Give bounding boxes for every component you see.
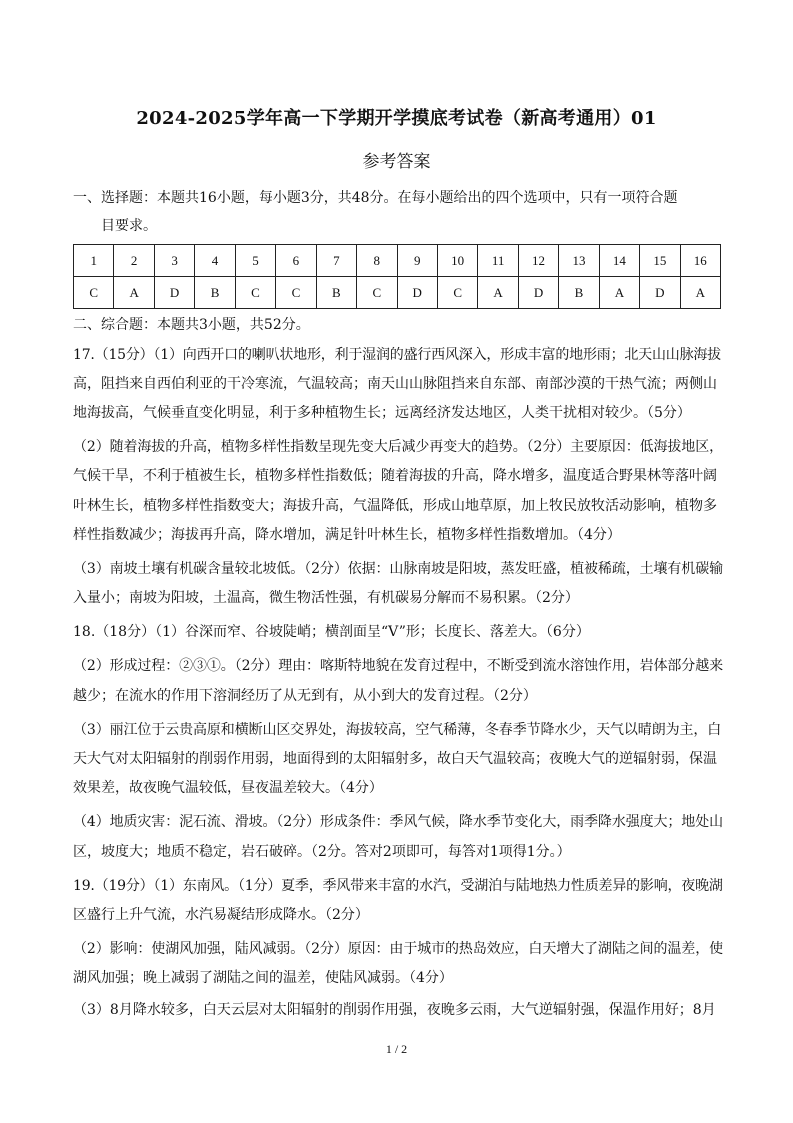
answer-cell: C — [437, 277, 477, 309]
question-number-cell: 12 — [518, 245, 558, 277]
question-number-cell: 14 — [599, 245, 639, 277]
q19-line: 19.（19分）（1）东南风。（1分）夏季，季风带来丰富的水汽，受湖泊与陆地热力性质差异的影响，夜晚湖 — [73, 878, 723, 894]
answer-cell: C — [357, 277, 397, 309]
q19-line: （3）8月降水较多，白天云层对太阳辐射的削弱作用强，夜晚多云雨，大气逆辐射强，保温作用好；8月 — [73, 1002, 716, 1018]
question-number-cell: 16 — [680, 245, 720, 277]
answer-cell: D — [640, 277, 680, 309]
answer-cell: B — [559, 277, 599, 309]
answer-cell: C — [74, 277, 114, 309]
q17-line: 叶林生长，植物多样性指数变大；海拔升高，气温降低，形成山地草原，加上牧民放牧活动影响，植物多 — [73, 498, 717, 514]
question-number-cell: 3 — [154, 245, 194, 277]
answer-cell: D — [397, 277, 437, 309]
q17-line: 高，阻挡来自西伯利亚的干冷寒流，气温较高；南天山山脉阻挡来自东部、南部沙漠的干热气流；两侧山 — [73, 376, 717, 392]
q18-line: （2）形成过程：②③①。（2分）理由：喀斯特地貌在发育过程中，不断受到流水溶蚀作用，岩体部分越来 — [73, 658, 724, 674]
question-number-cell: 11 — [478, 245, 518, 277]
q18-line: 天大气对太阳辐射的削弱作用弱，地面得到的太阳辐射多，故白天气温较高；夜晚大气的逆辐射弱，保温 — [73, 751, 717, 767]
q17-line: （2）随着海拔的升高，植物多样性指数呈现先变大后减少再变大的趋势。（2分）主要原因：低海拔地区， — [73, 439, 724, 455]
answer-cell: B — [316, 277, 356, 309]
answer-cell: D — [518, 277, 558, 309]
question-number-cell: 9 — [397, 245, 437, 277]
answer-cell: C — [276, 277, 316, 309]
answer-cell: A — [114, 277, 154, 309]
q17-line: 样性指数减少；海拔再升高，降水增加，满足针叶林生长，植物多样性指数增加。（4分） — [73, 527, 621, 543]
q17-line: 气候干旱，不利于植被生长，植物多样性指数低；随着海拔的升高，降水增多，温度适合野果林等落叶阔 — [73, 468, 717, 484]
section2-heading: 二、综合题：本题共3小题，共52分。 — [73, 317, 310, 333]
q18-line: （4）地质灾害：泥石流、滑坡。（2分）形成条件：季风气候，降水季节变化大，雨季降水强度大；地处山 — [73, 814, 724, 830]
q19-line: （2）影响：使湖风加强，陆风减弱。（2分）原因：由于城市的热岛效应，白天增大了湖陆之间的温差，使 — [73, 941, 724, 957]
q18-line: 效果差，故夜晚气温较低，昼夜温差较大。（4分） — [73, 780, 383, 796]
answer-cell: A — [599, 277, 639, 309]
q17-line: 17.（15分）（1）向西开口的喇叭状地形，利于湿润的盛行西风深入，形成丰富的地形雨；北天山山脉海拔 — [73, 347, 721, 363]
q18-line: 18.（18分）（1）谷深而窄、谷坡陡峭；横剖面呈“V”形；长度长、落差大。（6分） — [73, 624, 590, 640]
answer-cell: B — [195, 277, 235, 309]
page-title: 2024-2025学年高一下学期开学摸底考试卷（新高考通用）01 — [136, 108, 657, 129]
question-number-cell: 1 — [74, 245, 114, 277]
page-number: 1 / 2 — [385, 1042, 408, 1056]
question-number-cell: 2 — [114, 245, 154, 277]
q18-line: （3）丽江位于云贵高原和横断山区交界处，海拔较高，空气稀薄，冬春季节降水少，天气以晴朗为主，白 — [73, 722, 722, 738]
question-number-cell: 6 — [276, 245, 316, 277]
question-number-cell: 13 — [559, 245, 599, 277]
q17-line: 地海拔高，气候垂直变化明显，利于多种植物生长；远离经济发达地区，人类干扰相对较少。（5分） — [73, 405, 691, 421]
q17-line: （3）南坡土壤有机碳含量较北坡低。（2分）依据：山脉南坡是阳坡，蒸发旺盛，植被稀疏，土壤有机碳输 — [73, 561, 724, 577]
question-number-cell: 15 — [640, 245, 680, 277]
page-subtitle: 参考答案 — [362, 152, 431, 172]
q17-line: 入量小；南坡为阳坡，土温高，微生物活性强，有机碳易分解而不易积累。（2分） — [73, 590, 579, 606]
section1-heading: 一、选择题：本题共16小题，每小题3分，共48分。在每小题给出的四个选项中，只有一项符合题 — [73, 190, 678, 206]
q18-line: 越少；在流水的作用下溶洞经历了从无到有，从小到大的发育过程。（2分） — [73, 688, 537, 704]
q19-line: 湖风加强；晚上减弱了湖陆之间的温差，使陆风减弱。（4分） — [73, 970, 453, 986]
answer-cell: A — [478, 277, 518, 309]
answer-cell: D — [154, 277, 194, 309]
answer-table-number-row — [74, 245, 721, 277]
question-number-cell: 4 — [195, 245, 235, 277]
answer-table-answer-row — [74, 277, 721, 309]
question-number-cell: 7 — [316, 245, 356, 277]
q19-line: 区盛行上升气流，水汽易凝结形成降水。（2分） — [73, 907, 369, 923]
question-number-cell: 5 — [235, 245, 275, 277]
answer-cell: A — [680, 277, 720, 309]
q18-line: 区，坡度大；地质不稳定，岩石破碎。（2分。答对2项即可，每答对1项得1分。） — [73, 844, 571, 860]
section1-heading-cont: 目要求。 — [101, 218, 157, 234]
question-number-cell: 10 — [437, 245, 477, 277]
answer-cell: C — [235, 277, 275, 309]
question-number-cell: 8 — [357, 245, 397, 277]
answer-table — [73, 244, 721, 309]
